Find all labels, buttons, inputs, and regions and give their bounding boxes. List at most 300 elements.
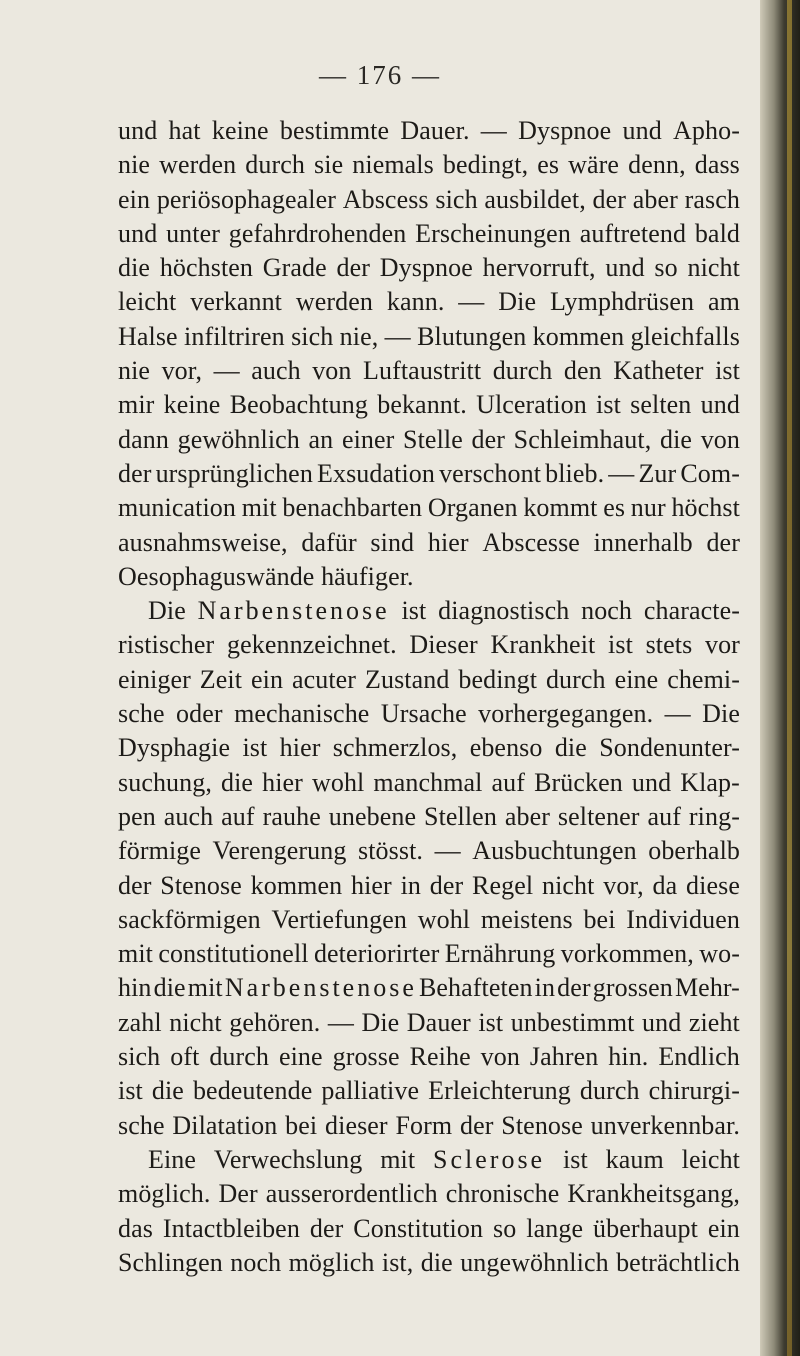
word: unebene <box>328 801 417 831</box>
word: Verengerung <box>212 836 347 866</box>
word: hervorruft, <box>482 253 596 283</box>
word: sich <box>291 321 334 351</box>
word: Endlich <box>658 1042 740 1072</box>
word: rasch <box>684 184 740 214</box>
word: Jahren <box>529 1042 599 1072</box>
word: der <box>460 1110 494 1140</box>
word: Stenose <box>160 870 242 900</box>
word: in <box>400 870 422 900</box>
word: Die <box>361 1007 400 1037</box>
word: der <box>471 424 505 454</box>
word: Lymphdrüsen <box>550 287 695 317</box>
word: mechanische <box>234 699 370 729</box>
word: ausnahmsweise, <box>118 527 288 557</box>
word: gehören. <box>229 1007 321 1037</box>
word: auf <box>221 801 255 831</box>
word: Schlingen <box>118 1247 223 1277</box>
word: Verwechslung <box>213 1144 363 1174</box>
word: ebenso <box>469 733 543 763</box>
word: sackförmigen <box>118 904 261 934</box>
word: ring- <box>688 801 740 831</box>
word: der <box>706 527 740 557</box>
word: das <box>118 1213 153 1243</box>
word: — <box>458 287 485 317</box>
word: auch <box>251 356 301 386</box>
word: Stelle <box>403 424 463 454</box>
word: — <box>434 836 461 866</box>
word: und <box>118 218 158 248</box>
word: Stellen <box>424 801 497 831</box>
word: acuter <box>291 664 357 694</box>
word: der <box>336 253 371 283</box>
word: infiltriren <box>184 321 285 351</box>
word: vorhergegangen. <box>478 699 654 729</box>
word: Beobachtung <box>229 390 368 420</box>
word: vor, <box>161 356 203 386</box>
word: meistens <box>480 904 573 934</box>
word: niemals <box>352 150 434 180</box>
word: Intactbleiben <box>162 1213 300 1243</box>
word: der <box>309 1213 344 1243</box>
text-line <box>118 971 740 1005</box>
word: nie <box>118 356 151 386</box>
word: von <box>700 424 740 454</box>
text-line <box>118 1040 740 1074</box>
word: aber <box>504 801 550 831</box>
word: bei <box>583 904 616 934</box>
text-line <box>118 834 740 868</box>
word: Dauer. <box>400 116 470 145</box>
word: durch <box>492 356 553 386</box>
text-line <box>118 1109 740 1143</box>
binding-stripe <box>787 0 792 1356</box>
word: kommen <box>532 321 625 351</box>
word: nie <box>118 150 151 180</box>
word: Ernährung <box>444 939 556 969</box>
word: suchung, <box>118 767 212 797</box>
word: der <box>118 458 152 488</box>
word: Zustand <box>364 664 450 694</box>
word: Eine <box>148 1144 197 1174</box>
word: mit <box>380 1144 416 1174</box>
word: ristischer <box>118 630 215 660</box>
word: Katheter <box>613 356 704 386</box>
word: zahl <box>118 1007 162 1037</box>
text-line <box>118 869 740 903</box>
word: gewöhnlich <box>177 424 300 454</box>
word: bald <box>694 218 740 248</box>
word: ausbildet, <box>484 184 586 214</box>
word: nur <box>630 493 666 523</box>
word: auf <box>491 767 526 797</box>
word: durch <box>545 664 606 694</box>
word: mit <box>118 939 153 969</box>
word: wohl <box>417 904 471 934</box>
word: Dauer <box>406 1007 471 1037</box>
word: wohl <box>311 767 365 797</box>
word: auch <box>163 801 214 831</box>
word: unter <box>166 218 220 248</box>
word: ist <box>118 1076 143 1106</box>
word: am <box>707 287 740 317</box>
word: und <box>118 116 158 145</box>
word: hier <box>262 767 303 797</box>
word: zieht <box>688 1007 740 1037</box>
text-line <box>118 1212 740 1246</box>
word: der <box>118 870 152 900</box>
word: chirurgi- <box>648 1076 740 1106</box>
word: Vertiefungen <box>271 904 407 934</box>
text-line <box>118 1143 740 1177</box>
word: sich <box>118 1042 161 1072</box>
word: verschont <box>439 458 542 488</box>
text-line <box>118 285 740 319</box>
text-line <box>118 697 740 731</box>
word: Abscesse <box>482 527 580 557</box>
word: vorkommen, <box>560 939 694 969</box>
word: seltener <box>557 801 640 831</box>
word: sche <box>118 1110 165 1140</box>
word: dafür <box>301 527 357 557</box>
word: verkannt <box>190 287 282 317</box>
word: rauhe <box>262 801 321 831</box>
word: ausserordentlich <box>265 1179 438 1209</box>
word: eine <box>278 1042 323 1072</box>
word: oder <box>176 699 223 729</box>
word: munication <box>118 493 236 523</box>
word: Form <box>395 1110 453 1140</box>
word: Ulceration <box>476 390 587 420</box>
word: hier <box>350 870 392 900</box>
word: Behafteten <box>418 973 533 1003</box>
word: an <box>308 424 334 454</box>
word: Dyspnoe <box>379 253 473 283</box>
word: dass <box>694 150 740 180</box>
word: von <box>480 1042 520 1072</box>
text-line <box>118 800 740 834</box>
word: hier <box>427 527 469 557</box>
word: überhaupt <box>593 1213 698 1243</box>
word: einer <box>341 424 395 454</box>
text-line <box>118 663 740 697</box>
word: nicht <box>687 253 740 283</box>
word: Narbenstenose <box>224 973 417 1003</box>
word: bedingt <box>458 664 538 694</box>
word: gleichfalls <box>630 321 740 351</box>
word: ungewöhnlich <box>460 1247 609 1277</box>
word: periösophagealer <box>156 184 336 214</box>
word: Die <box>498 287 537 317</box>
word: werden <box>159 150 237 180</box>
word: und <box>700 390 740 420</box>
text-line <box>118 217 740 251</box>
word: Klap- <box>680 767 740 797</box>
word: ein <box>118 184 151 214</box>
word: dann <box>118 424 169 454</box>
word: in <box>534 973 556 1003</box>
body-text <box>118 114 740 1280</box>
word: deteriorirter <box>313 939 440 969</box>
text-line <box>118 731 740 765</box>
word: bekannt. <box>377 390 467 420</box>
word: Dysphagie <box>118 733 231 763</box>
word: kann. <box>386 287 445 317</box>
text-line <box>118 594 740 628</box>
word: Abscess <box>342 184 429 214</box>
word: — <box>664 699 691 729</box>
text-line <box>118 1074 740 1108</box>
word: diese <box>686 870 740 900</box>
word: da <box>652 870 678 900</box>
word: höchst <box>671 493 740 523</box>
word: innerhalb <box>593 527 693 557</box>
word: blieb. <box>545 458 605 488</box>
word: durch <box>245 150 305 180</box>
word: Dyspnoe <box>518 116 612 145</box>
word: Die <box>148 596 186 626</box>
word: Sclerose <box>433 1144 546 1174</box>
word: Regel <box>472 870 534 900</box>
word: und <box>605 253 645 283</box>
word: ist <box>242 733 268 763</box>
word: stösst. <box>358 836 424 866</box>
word: pen <box>118 801 156 831</box>
word: Constitution <box>353 1213 484 1243</box>
text-line <box>118 251 740 285</box>
word: Reihe <box>409 1042 471 1072</box>
word: ein <box>707 1213 740 1243</box>
page-number: — 176 — <box>319 60 441 90</box>
word: vor, <box>603 870 644 900</box>
word: Schleimhaut, <box>513 424 652 454</box>
word: auf <box>647 801 681 831</box>
word: Oesophaguswände <box>118 561 315 591</box>
word: die <box>118 253 151 283</box>
word: der <box>592 184 627 214</box>
word: gefahrdrohenden <box>228 218 407 248</box>
word: Organen <box>427 493 518 523</box>
word: höchsten <box>159 253 254 283</box>
word: es <box>537 150 560 180</box>
word: constitutionell <box>158 939 309 969</box>
word: eine <box>614 664 659 694</box>
text-line <box>118 354 740 388</box>
text-line <box>118 388 740 422</box>
word: sie <box>314 150 344 180</box>
word: aber <box>632 184 678 214</box>
word: Apho- <box>673 116 740 145</box>
word: Blutungen <box>417 321 527 351</box>
word: selten <box>630 390 692 420</box>
word: keine <box>211 116 269 145</box>
text-line <box>118 114 740 148</box>
word: kommen <box>250 870 343 900</box>
word: mir <box>118 390 155 420</box>
word: mit <box>187 973 223 1003</box>
word: die <box>153 973 186 1003</box>
text-line <box>118 903 740 937</box>
word: grosse <box>332 1042 400 1072</box>
word: — <box>327 1007 354 1037</box>
word: einiger <box>118 664 191 694</box>
word: Zeit <box>199 664 243 694</box>
word: Narbenstenose <box>197 596 390 626</box>
word: Die <box>702 699 740 729</box>
word: lange <box>526 1213 584 1243</box>
word: förmige <box>118 836 202 866</box>
word: — <box>384 321 411 351</box>
text-line <box>118 1246 740 1280</box>
word: und <box>642 1007 682 1037</box>
text-line <box>118 148 740 182</box>
word: durch <box>209 1042 270 1072</box>
word: Sondenunter- <box>599 733 740 763</box>
word: der <box>557 973 591 1003</box>
word: Erleichterung <box>428 1076 571 1106</box>
word: gekennzeichnet. <box>226 630 397 660</box>
word: sche <box>118 699 165 729</box>
word: vor <box>704 630 740 660</box>
word: nie, <box>339 321 379 351</box>
word: sich <box>435 184 478 214</box>
word: und <box>631 767 672 797</box>
word: Brücken <box>534 767 623 797</box>
word: nicht <box>169 1007 222 1037</box>
word: hat <box>168 116 201 145</box>
word: Luftaustritt <box>363 356 482 386</box>
word: bedingt, <box>442 150 529 180</box>
word: ist <box>608 630 633 660</box>
word: Mehr- <box>674 973 740 1003</box>
text-line <box>118 183 740 217</box>
word: kommt <box>523 493 598 523</box>
word: unverkennbar. <box>590 1110 740 1140</box>
word: Grade <box>262 253 327 283</box>
word: die <box>659 424 693 454</box>
word: ursprünglichen <box>155 458 313 488</box>
word: leicht <box>118 287 177 317</box>
word: möglich. <box>118 1179 211 1209</box>
text-line <box>118 560 740 594</box>
word: Stenose <box>501 1110 583 1140</box>
word: beträchtlich <box>616 1247 740 1277</box>
word: den <box>563 356 602 386</box>
word: unbestimmt <box>510 1007 635 1037</box>
word: denn, <box>628 150 686 180</box>
text-line <box>118 1006 740 1040</box>
text-line <box>118 457 740 491</box>
word: die <box>221 767 254 797</box>
word: kaum <box>605 1144 664 1174</box>
word: — <box>213 356 240 386</box>
word: diagnostisch <box>438 596 570 626</box>
word: ist, <box>381 1247 414 1277</box>
word: sind <box>370 527 415 557</box>
word: manchmal <box>373 767 483 797</box>
word: Krankheit <box>490 630 596 660</box>
word: ist <box>401 596 427 626</box>
word: chronische <box>445 1179 560 1209</box>
word: benachbarten <box>282 493 423 523</box>
text-line <box>118 491 740 525</box>
word: ist <box>562 1144 588 1174</box>
word: nicht <box>541 870 595 900</box>
word: werden <box>295 287 373 317</box>
word: möglich <box>288 1247 375 1277</box>
word: chemi- <box>667 664 740 694</box>
word: bestimmte <box>279 116 390 145</box>
word: Ursache <box>380 699 467 729</box>
word: leicht <box>681 1144 740 1174</box>
word: oberhalb <box>648 836 740 866</box>
word: wo- <box>699 939 740 969</box>
text-line <box>118 1177 740 1211</box>
word: palliative <box>321 1076 420 1106</box>
word: dieser <box>325 1110 388 1140</box>
word: so <box>654 253 678 283</box>
page-edge <box>760 0 800 1356</box>
word: wäre <box>568 150 620 180</box>
word: oft <box>170 1042 200 1072</box>
word: so <box>493 1213 517 1243</box>
word: von <box>312 356 352 386</box>
word: hin. <box>608 1042 649 1072</box>
word: Dilatation <box>172 1110 278 1140</box>
word: hin <box>118 973 152 1003</box>
word: Dieser <box>409 630 478 660</box>
word: durch <box>579 1076 640 1106</box>
word: die <box>151 1076 184 1106</box>
word: die <box>420 1247 453 1277</box>
word: characte- <box>643 596 740 626</box>
word: bei <box>285 1110 318 1140</box>
text-line <box>118 628 740 662</box>
word: noch <box>230 1247 282 1277</box>
word: und <box>622 116 662 145</box>
word: Der <box>218 1179 258 1209</box>
text-line <box>118 526 740 560</box>
word: ist <box>715 356 740 386</box>
word: ist <box>478 1007 504 1037</box>
text-line <box>118 766 740 800</box>
word: hier <box>279 733 321 763</box>
word: Individuen <box>626 904 740 934</box>
word: — <box>480 116 507 145</box>
word: es <box>603 493 626 523</box>
text-line <box>118 423 740 457</box>
word: mit <box>241 493 277 523</box>
word: ist <box>596 390 621 420</box>
text-line <box>118 320 740 354</box>
word: Halse <box>118 321 178 351</box>
word: grossen <box>592 973 673 1003</box>
word: der <box>429 870 464 900</box>
word: stets <box>645 630 693 660</box>
word: ein <box>250 664 284 694</box>
word: Com- <box>680 458 740 488</box>
word: Krankheitsgang, <box>567 1179 740 1209</box>
word: noch <box>581 596 633 626</box>
word: Erscheinungen <box>415 218 571 248</box>
word: Exsudation <box>317 458 435 488</box>
word: häufiger. <box>321 561 414 591</box>
word: Zur <box>638 458 677 488</box>
word: schmerzlos, <box>332 733 458 763</box>
word: bedeutende <box>192 1076 313 1106</box>
word: — <box>608 458 635 488</box>
word: Ausbuchtungen <box>472 836 637 866</box>
word: auftretend <box>579 218 687 248</box>
